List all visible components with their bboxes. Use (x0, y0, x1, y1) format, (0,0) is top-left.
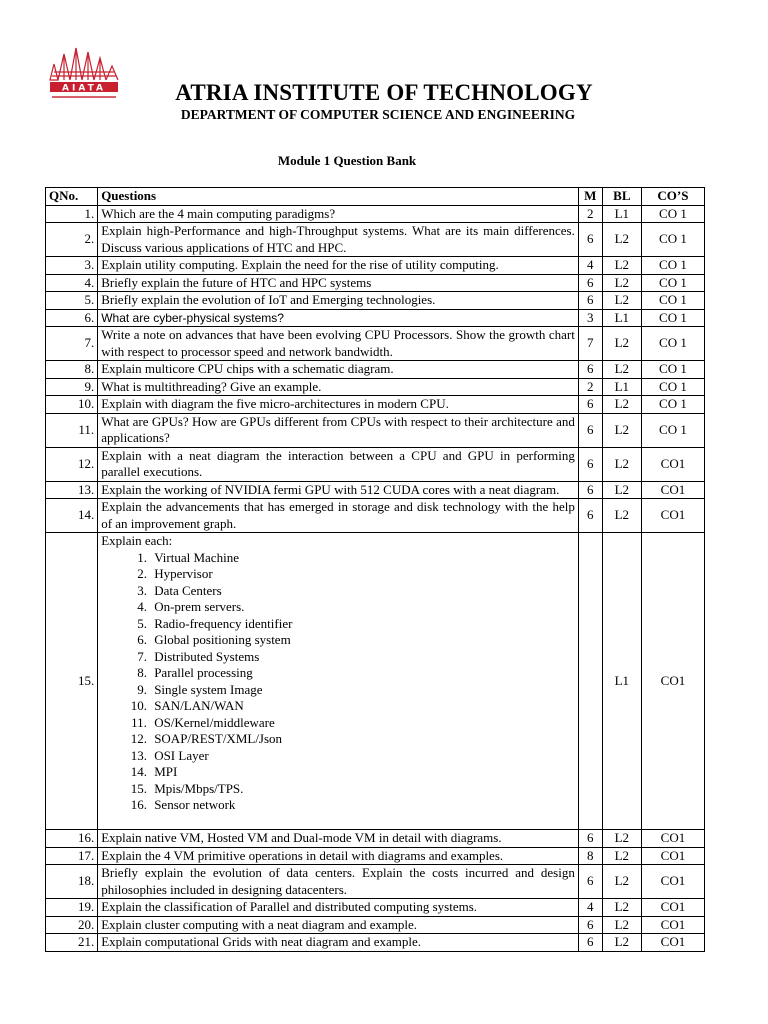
question-text: Explain native VM, Hosted VM and Dual-mode VM in detail with diagrams. (98, 830, 579, 848)
question-marks: 6 (578, 481, 602, 499)
question-text: Explain the working of NVIDIA fermi GPU with 512 CUDA cores with a neat diagram. (98, 481, 579, 499)
table-row (46, 205, 705, 223)
question-marks: 6 (578, 830, 602, 848)
question-number: 5. (46, 292, 98, 310)
question-co: CO 1 (641, 378, 704, 396)
question-text: Explain high-Performance and high-Throughput systems. What are its main differences. Discuss various applications of HTC and HPC. (98, 223, 579, 257)
question-co: CO1 (641, 899, 704, 917)
question-co: CO1 (641, 830, 704, 848)
question-marks: 4 (578, 899, 602, 917)
table-row (46, 447, 705, 481)
institute-name: ATRIA INSTITUTE OF TECHNOLOGY (175, 80, 593, 105)
question-co: CO1 (641, 847, 704, 865)
question-co: CO1 (641, 447, 704, 481)
question-bl: L2 (602, 447, 641, 481)
question-bl: L1 (602, 378, 641, 396)
question-marks: 4 (578, 257, 602, 275)
term-list-item: 1. Virtual Machine (150, 550, 575, 567)
question-number: 8. (46, 361, 98, 379)
question-co: CO 1 (641, 223, 704, 257)
term-list-item: 9. Single system Image (150, 682, 575, 699)
term-list-item: 5. Radio-frequency identifier (150, 616, 575, 633)
question-co: CO 1 (641, 396, 704, 414)
question-marks: 6 (578, 499, 602, 533)
question-bl: L2 (602, 327, 641, 361)
question-marks: 6 (578, 413, 602, 447)
table-row (46, 934, 705, 952)
question-co: CO 1 (641, 257, 704, 275)
question-marks: 6 (578, 361, 602, 379)
question-intro: Explain each: (101, 533, 173, 548)
question-text: Explain multicore CPU chips with a schematic diagram. (98, 361, 579, 379)
table-row (46, 499, 705, 533)
table-row (46, 481, 705, 499)
table-row (46, 413, 705, 447)
question-number: 17. (46, 847, 98, 865)
question-number: 12. (46, 447, 98, 481)
question-marks: 6 (578, 447, 602, 481)
question-marks: 6 (578, 934, 602, 952)
question-text: Explain the advancements that has emerged in storage and disk technology with the help of an improvement graph. (98, 499, 579, 533)
question-bl: L2 (602, 396, 641, 414)
logo-text: AIATA (62, 83, 106, 94)
term-list-item: 3. Data Centers (150, 583, 575, 600)
question-text: Explain with a neat diagram the interaction between a CPU and GPU in performing parallel executions. (98, 447, 579, 481)
question-text: Explain the 4 VM primitive operations in detail with diagrams and examples. (98, 847, 579, 865)
term-list-item: 11. OS/Kernel/middleware (150, 715, 575, 732)
header-cos: CO’S (641, 188, 704, 206)
term-list-item: 14. MPI (150, 764, 575, 781)
table-row (46, 274, 705, 292)
question-number: 11. (46, 413, 98, 447)
question-number: 4. (46, 274, 98, 292)
question-co: CO1 (641, 865, 704, 899)
term-list-item: 10. SAN/LAN/WAN (150, 698, 575, 715)
question-text: Briefly explain the evolution of data centers. Explain the costs incurred and design philosophies included in designing datacenters. (98, 865, 579, 899)
question-text (98, 533, 579, 830)
question-bl: L2 (602, 223, 641, 257)
question-co: CO 1 (641, 413, 704, 447)
question-marks: 8 (578, 847, 602, 865)
question-co: CO 1 (641, 205, 704, 223)
question-co: CO1 (641, 934, 704, 952)
header-marks: M (578, 188, 602, 206)
question-bl: L1 (602, 309, 641, 327)
question-bl: L2 (602, 916, 641, 934)
term-list-item: 13. OSI Layer (150, 748, 575, 765)
question-marks: 6 (578, 292, 602, 310)
question-marks: 6 (578, 223, 602, 257)
table-row (46, 292, 705, 310)
question-number: 21. (46, 934, 98, 952)
table-row (46, 378, 705, 396)
question-number: 14. (46, 499, 98, 533)
question-text: Briefly explain the evolution of IoT and Emerging technologies. (98, 292, 579, 310)
term-list-item: 2. Hypervisor (150, 566, 575, 583)
question-bl: L2 (602, 499, 641, 533)
question-text: What is multithreading? Give an example. (98, 378, 579, 396)
question-marks: 2 (578, 205, 602, 223)
table-row (46, 257, 705, 275)
table-row (46, 223, 705, 257)
question-marks: 6 (578, 916, 602, 934)
question-text: Explain computational Grids with neat diagram and example. (98, 934, 579, 952)
header-questions: Questions (98, 188, 579, 206)
term-list-item: 8. Parallel processing (150, 665, 575, 682)
question-text: Write a note on advances that have been evolving CPU Processors. Show the growth chart with respect to processor speed and network bandwidth. (98, 327, 579, 361)
question-marks: 3 (578, 309, 602, 327)
question-co: CO 1 (641, 361, 704, 379)
question-text: Which are the 4 main computing paradigms? (98, 205, 579, 223)
question-bl: L2 (602, 274, 641, 292)
question-text: Explain utility computing. Explain the need for the rise of utility computing. (98, 257, 579, 275)
question-number: 7. (46, 327, 98, 361)
question-bl: L2 (602, 257, 641, 275)
table-row (46, 847, 705, 865)
term-list-item: 16. Sensor network (150, 797, 575, 814)
question-text: Explain cluster computing with a neat diagram and example. (98, 916, 579, 934)
question-co: CO1 (641, 481, 704, 499)
question-co: CO 1 (641, 292, 704, 310)
header-qno: QNo. (46, 188, 98, 206)
question-marks: 6 (578, 274, 602, 292)
term-list-item: 12. SOAP/REST/XML/Json (150, 731, 575, 748)
table-row (46, 899, 705, 917)
table-row (46, 830, 705, 848)
question-bl: L2 (602, 899, 641, 917)
table-row (46, 865, 705, 899)
table-row (46, 916, 705, 934)
question-text: What are GPUs? How are GPUs different from CPUs with respect to their architecture and applications? (98, 413, 579, 447)
question-number: 18. (46, 865, 98, 899)
question-number: 16. (46, 830, 98, 848)
question-co: CO 1 (641, 274, 704, 292)
question-bl: L2 (602, 361, 641, 379)
question-number: 6. (46, 309, 98, 327)
term-list-item: 4. On-prem servers. (150, 599, 575, 616)
question-marks (578, 533, 602, 830)
table-row (46, 396, 705, 414)
term-list-item: 6. Global positioning system (150, 632, 575, 649)
question-number: 1. (46, 205, 98, 223)
question-marks: 6 (578, 865, 602, 899)
question-bl: L2 (602, 481, 641, 499)
question-bl: L2 (602, 865, 641, 899)
question-bl: L2 (602, 413, 641, 447)
table-header-row (46, 188, 705, 206)
question-text: Explain with diagram the five micro-architectures in modern CPU. (98, 396, 579, 414)
question-number: 13. (46, 481, 98, 499)
question-bank-table (45, 187, 705, 952)
question-bl: L2 (602, 830, 641, 848)
document-title: Module 1 Question Bank (277, 153, 417, 168)
question-number: 15. (46, 533, 98, 830)
question-number: 10. (46, 396, 98, 414)
term-list-item: 15. Mpis/Mbps/TPS. (150, 781, 575, 798)
header-bl: BL (602, 188, 641, 206)
table-row (46, 327, 705, 361)
question-co: CO1 (641, 499, 704, 533)
term-list-item: 7. Distributed Systems (150, 649, 575, 666)
question-text: Briefly explain the future of HTC and HPC systems (98, 274, 579, 292)
question-co: CO1 (641, 916, 704, 934)
question-co: CO1 (641, 533, 704, 830)
question-text: What are cyber-physical systems? (98, 309, 579, 327)
term-list (101, 550, 575, 814)
question-co: CO 1 (641, 327, 704, 361)
question-bl: L2 (602, 847, 641, 865)
question-text: Explain the classification of Parallel and distributed computing systems. (98, 899, 579, 917)
question-marks: 2 (578, 378, 602, 396)
table-row (46, 309, 705, 327)
question-marks: 6 (578, 396, 602, 414)
question-marks: 7 (578, 327, 602, 361)
table-row (46, 533, 705, 830)
question-number: 2. (46, 223, 98, 257)
question-number: 19. (46, 899, 98, 917)
question-number: 20. (46, 916, 98, 934)
table-row (46, 361, 705, 379)
question-co: CO 1 (641, 309, 704, 327)
question-bl: L2 (602, 292, 641, 310)
question-bl: L1 (602, 205, 641, 223)
department-name: DEPARTMENT OF COMPUTER SCIENCE AND ENGINEERING (180, 107, 576, 122)
question-number: 3. (46, 257, 98, 275)
question-number: 9. (46, 378, 98, 396)
question-bl: L1 (602, 533, 641, 830)
question-bl: L2 (602, 934, 641, 952)
